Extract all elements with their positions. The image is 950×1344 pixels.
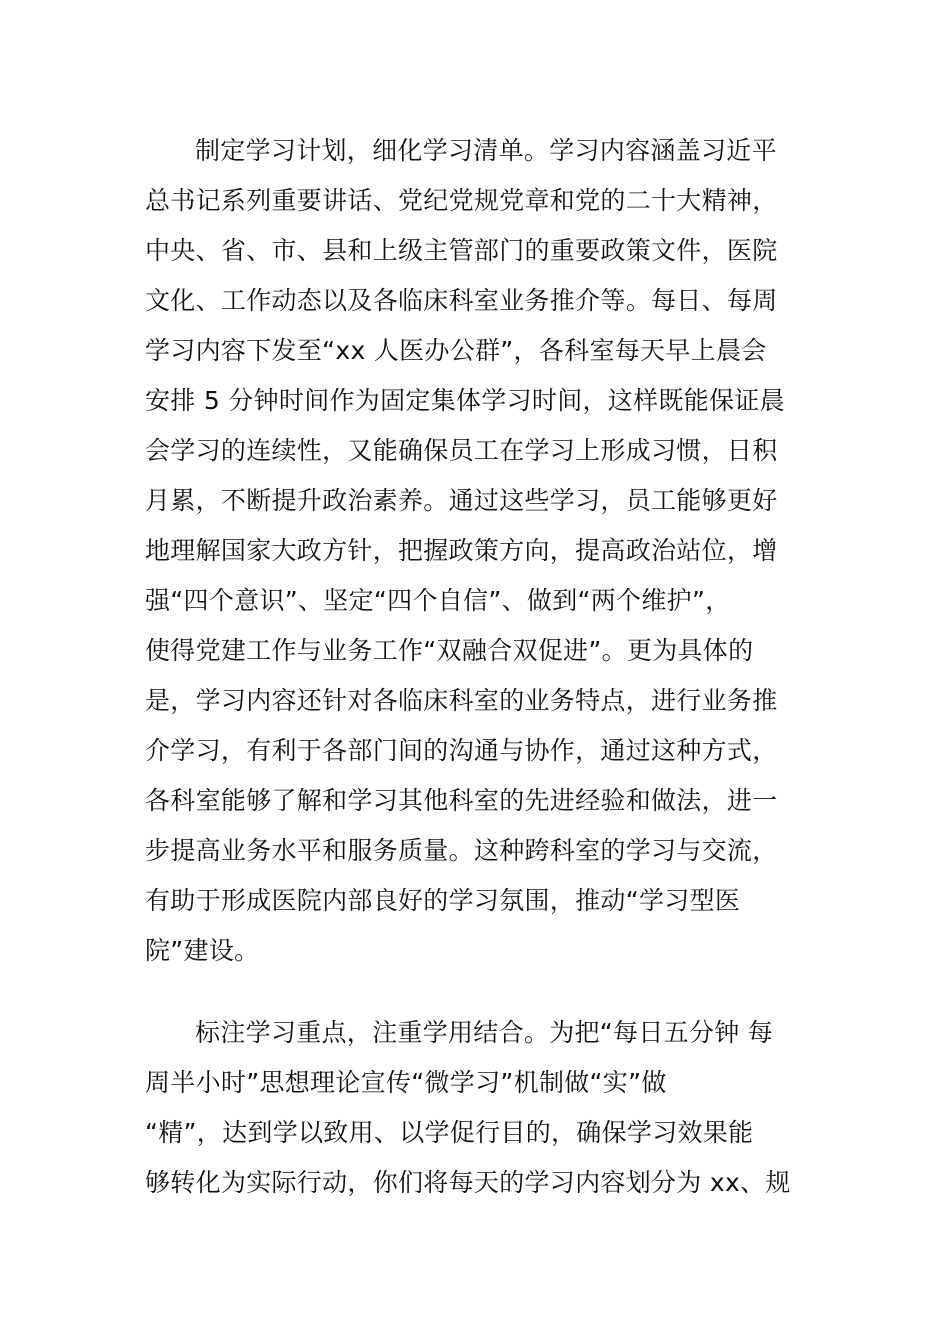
- text-line: 学习内容下发至“xx 人医办公群”，各科室每天早上晨会: [145, 336, 767, 365]
- text-line: 步提高业务水平和服务质量。这种跨科室的学习与交流，: [145, 836, 778, 865]
- text-line: 安排 5 分钟时间作为固定集体学习时间，这样既能保证晨: [145, 386, 785, 415]
- paragraph-study-focus: [145, 1008, 805, 1208]
- text-line: 中央、省、市、县和上级主管部门的重要政策文件，医院: [145, 236, 778, 265]
- text-line: 有助于形成医院内部良好的学习氛围，推动“学习型医: [145, 886, 741, 915]
- text-line: 文化、工作动态以及各临床科室业务推介等。每日、每周: [145, 286, 778, 315]
- text-line: 院”建设。: [145, 936, 260, 965]
- text-line: 会学习的连续性，又能确保员工在学习上形成习惯，日积: [145, 436, 778, 465]
- text-line: “精”，达到学以致用、以学促行目的，确保学习效果能: [145, 1118, 754, 1147]
- text-line: 介学习，有利于各部门间的沟通与协作，通过这种方式，: [145, 736, 778, 765]
- text-line: 各科室能够了解和学习其他科室的先进经验和做法，进一: [145, 786, 778, 815]
- text-line: 总书记系列重要讲话、党纪党规党章和党的二十大精神，: [145, 186, 778, 215]
- text-line: 地理解国家大政方针，把握政策方向，提高政治站位，增: [145, 536, 778, 565]
- text-line: 制定学习计划，细化学习清单。学习内容涵盖习近平: [195, 136, 777, 165]
- text-line: 月累，不断提升政治素养。通过这些学习，员工能够更好: [145, 486, 778, 515]
- text-line: 标注学习重点，注重学用结合。为把“每日五分钟 每: [195, 1018, 774, 1047]
- text-line: 使得党建工作与业务工作“双融合双促进”。更为具体的: [145, 636, 754, 665]
- text-line: 周半小时”思想理论宣传“微学习”机制做“实”做: [145, 1068, 667, 1097]
- text-line: 够转化为实际行动，你们将每天的学习内容划分为 xx、规: [145, 1168, 791, 1197]
- paragraph-study-plan: [145, 126, 805, 976]
- text-line: 强“四个意识”、坚定“四个自信”、做到“两个维护”，: [145, 586, 731, 615]
- text-line: 是，学习内容还针对各临床科室的业务特点，进行业务推: [145, 686, 778, 715]
